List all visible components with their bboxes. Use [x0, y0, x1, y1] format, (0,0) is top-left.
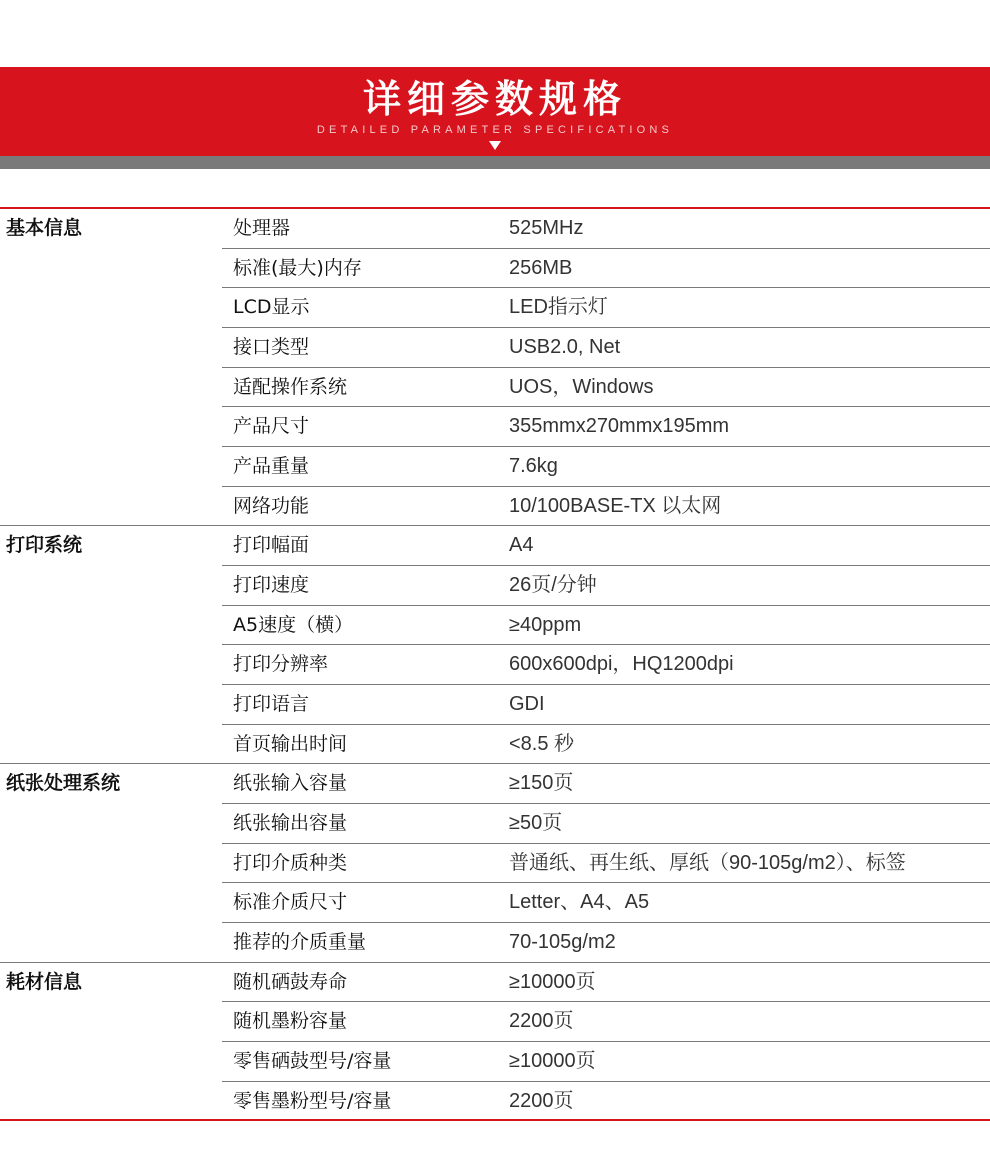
param-value: 2200页: [509, 1089, 574, 1112]
param-name: 随机墨粉容量: [233, 1010, 348, 1033]
table-row: [0, 645, 990, 685]
header-divider-bar: [0, 156, 990, 169]
param-value: ≥10000页: [509, 1050, 596, 1073]
param-value: 355mmx270mmx195mm: [509, 415, 730, 438]
table-row: [0, 487, 990, 527]
page-title: 详细参数规格: [362, 77, 627, 121]
table-row: [0, 804, 990, 844]
table-row: [0, 963, 990, 1003]
param-value: A4: [509, 534, 534, 557]
param-name: 接口类型: [233, 336, 310, 359]
table-row: [0, 1002, 990, 1042]
param-name: 首页输出时间: [233, 732, 348, 755]
param-name: LCD显示: [233, 296, 310, 319]
param-value: ≥10000页: [509, 970, 596, 993]
param-value: GDI: [509, 693, 545, 716]
param-name: 纸张输入容量: [233, 772, 348, 795]
param-name: 处理器: [233, 217, 291, 239]
triangle-down-icon: [489, 141, 501, 150]
param-name: 标准介质尺寸: [233, 891, 348, 914]
param-value: 普通纸、再生纸、厚纸（90-105g/m2）、标签: [509, 851, 906, 874]
param-name: 零售硒鼓型号/容量: [233, 1050, 392, 1073]
table-row: [0, 288, 990, 328]
table-row: [0, 407, 990, 447]
table-row: [0, 883, 990, 923]
param-name: 适配操作系统: [233, 375, 348, 398]
category-label: 耗材信息: [6, 970, 83, 993]
param-value: Letter、A4、A5: [509, 891, 650, 914]
param-value: 7.6kg: [509, 455, 558, 478]
row-divider: [0, 1119, 990, 1121]
table-row: [0, 447, 990, 487]
param-name: 打印分辨率: [233, 653, 329, 676]
param-value: ≥40ppm: [509, 613, 582, 636]
param-value: ≥50页: [509, 812, 563, 835]
param-value: ≥150页: [509, 772, 574, 795]
param-name: 打印幅面: [233, 534, 310, 557]
param-value: <8.5 秒: [509, 732, 575, 755]
table-row: [0, 368, 990, 408]
param-name: 打印语言: [233, 693, 310, 716]
param-name: 打印介质种类: [233, 851, 348, 874]
table-row: [0, 764, 990, 804]
param-value: 256MB: [509, 256, 573, 279]
param-name: 标准(最大)内存: [233, 256, 362, 279]
table-row: [0, 209, 990, 249]
param-value: 26页/分钟: [509, 574, 597, 597]
table-row: [0, 249, 990, 289]
spec-table: [0, 207, 990, 1121]
param-name: 网络功能: [233, 494, 310, 517]
table-row: [0, 923, 990, 963]
category-label: 基本信息: [6, 217, 83, 239]
header-banner: [0, 67, 990, 156]
table-row: [0, 1042, 990, 1082]
param-name: 打印速度: [233, 574, 310, 597]
table-row: [0, 566, 990, 606]
param-name: A5速度（横）: [233, 613, 354, 636]
param-name: 推荐的介质重量: [233, 931, 367, 954]
param-name: 产品重量: [233, 455, 310, 478]
param-name: 随机硒鼓寿命: [233, 970, 348, 993]
table-row: [0, 844, 990, 884]
param-value: UOS，Windows: [509, 375, 654, 398]
category-label: 纸张处理系统: [6, 772, 121, 795]
category-label: 打印系统: [6, 534, 83, 557]
table-row: [0, 606, 990, 646]
param-value: 600x600dpi，HQ1200dpi: [509, 653, 734, 676]
param-value: USB2.0, Net: [509, 336, 621, 359]
table-row: [0, 1082, 990, 1122]
param-name: 零售墨粉型号/容量: [233, 1089, 392, 1112]
param-value: 2200页: [509, 1010, 574, 1033]
table-row: [0, 526, 990, 566]
param-value: 10/100BASE-TX 以太网: [509, 494, 722, 517]
page-subtitle: DETAILED PARAMETER SPECIFICATIONS: [316, 124, 674, 136]
param-value: 70-105g/m2: [509, 931, 616, 954]
table-row: [0, 685, 990, 725]
param-value: 525MHz: [509, 217, 584, 239]
param-name: 产品尺寸: [233, 415, 310, 438]
table-row: [0, 328, 990, 368]
param-name: 纸张输出容量: [233, 812, 348, 835]
param-value: LED指示灯: [509, 296, 608, 319]
table-row: [0, 725, 990, 765]
